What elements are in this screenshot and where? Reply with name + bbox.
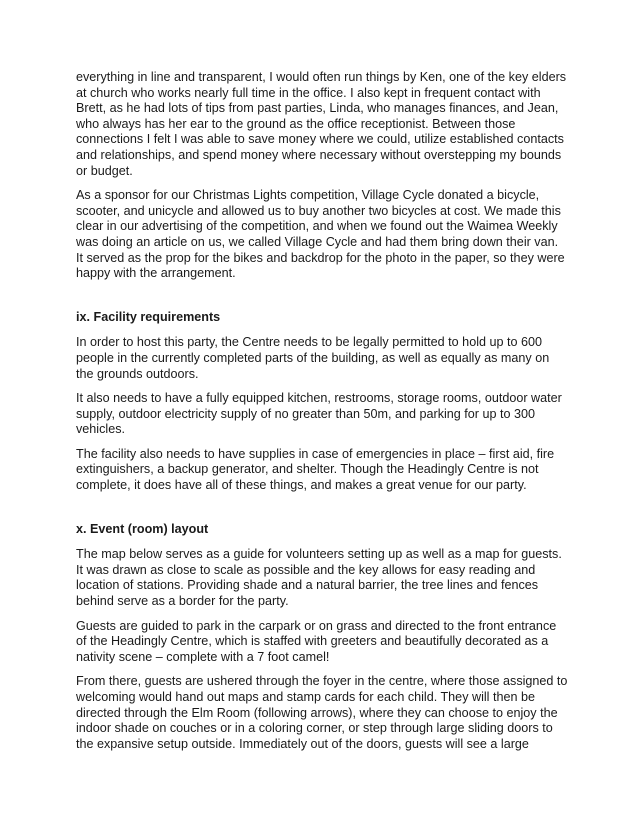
body-paragraph: The facility also needs to have supplies in case of emergencies in place – first aid, fire extinguishers, a backup generator, and shelter. Though the Headingly Centre is not complete, it does have all of these things, and makes a great venue for our party. [76, 446, 555, 493]
section-heading-facility-requirements: ix. Facility requirements [76, 309, 221, 324]
body-paragraph: It also needs to have a fully equipped kitchen, restrooms, storage rooms, outdoor water supply, outdoor electricity supply of no greater than 50m, and parking for up to 300 vehicles. [76, 391, 562, 437]
body-paragraph: Guests are guided to park in the carpark or on grass and directed to the front entrance of the Headingly Centre, which is staffed with greeters and beautifully decorated as a nativity scene – complete with a 7 foot camel! [76, 618, 557, 664]
body-paragraph: As a sponsor for our Christmas Lights competition, Village Cycle donated a bicycle, scooter, and unicycle and allowed us to buy another two bicycles at cost. We made this clear in our advertising of the competition, and when we found out the Waimea Weekly was doing an article on us, we called Village Cycle and had them bring down their van. It served as the prop for the bikes and backdrop for the photo in the paper, so they were happy with the arrangement. [76, 188, 565, 281]
body-paragraph: In order to host this party, the Centre needs to be legally permitted to hold up to 600 people in the currently completed parts of the building, as well as equally as many on the grounds outdoors. [76, 335, 550, 381]
document-page [76, 70, 568, 761]
body-paragraph: From there, guests are ushered through the foyer in the centre, where those assigned to welcoming would hand out maps and stamp cards for each child. They will then be directed through the Elm Room (following arrows), where they can choose to enjoy the indoor shade on couches or in a coloring corner, or step through large sliding doors to the expansive setup outside. Immediately out of the doors, guests will see a large [76, 674, 568, 751]
body-paragraph: everything in line and transparent, I would often run things by Ken, one of the key elders at church who works nearly full time in the office. I also kept in frequent contact with Brett, as he had lots of tips from past parties, Linda, who manages finances, and Jean, who always has her ear to the ground as the office receptionist. Between those connections I felt I was able to save money where we could, utilize established contacts and relationships, and spend money where necessary without overstepping my bounds or budget. [76, 70, 567, 178]
body-paragraph: The map below serves as a guide for volunteers setting up as well as a map for guests. It was drawn as close to scale as possible and the key allows for easy reading and location of stations. Providing shade and a natural barrier, the tree lines and fences behind serve as a border for the party. [76, 547, 562, 609]
section-heading-event-layout: x. Event (room) layout [76, 521, 209, 536]
